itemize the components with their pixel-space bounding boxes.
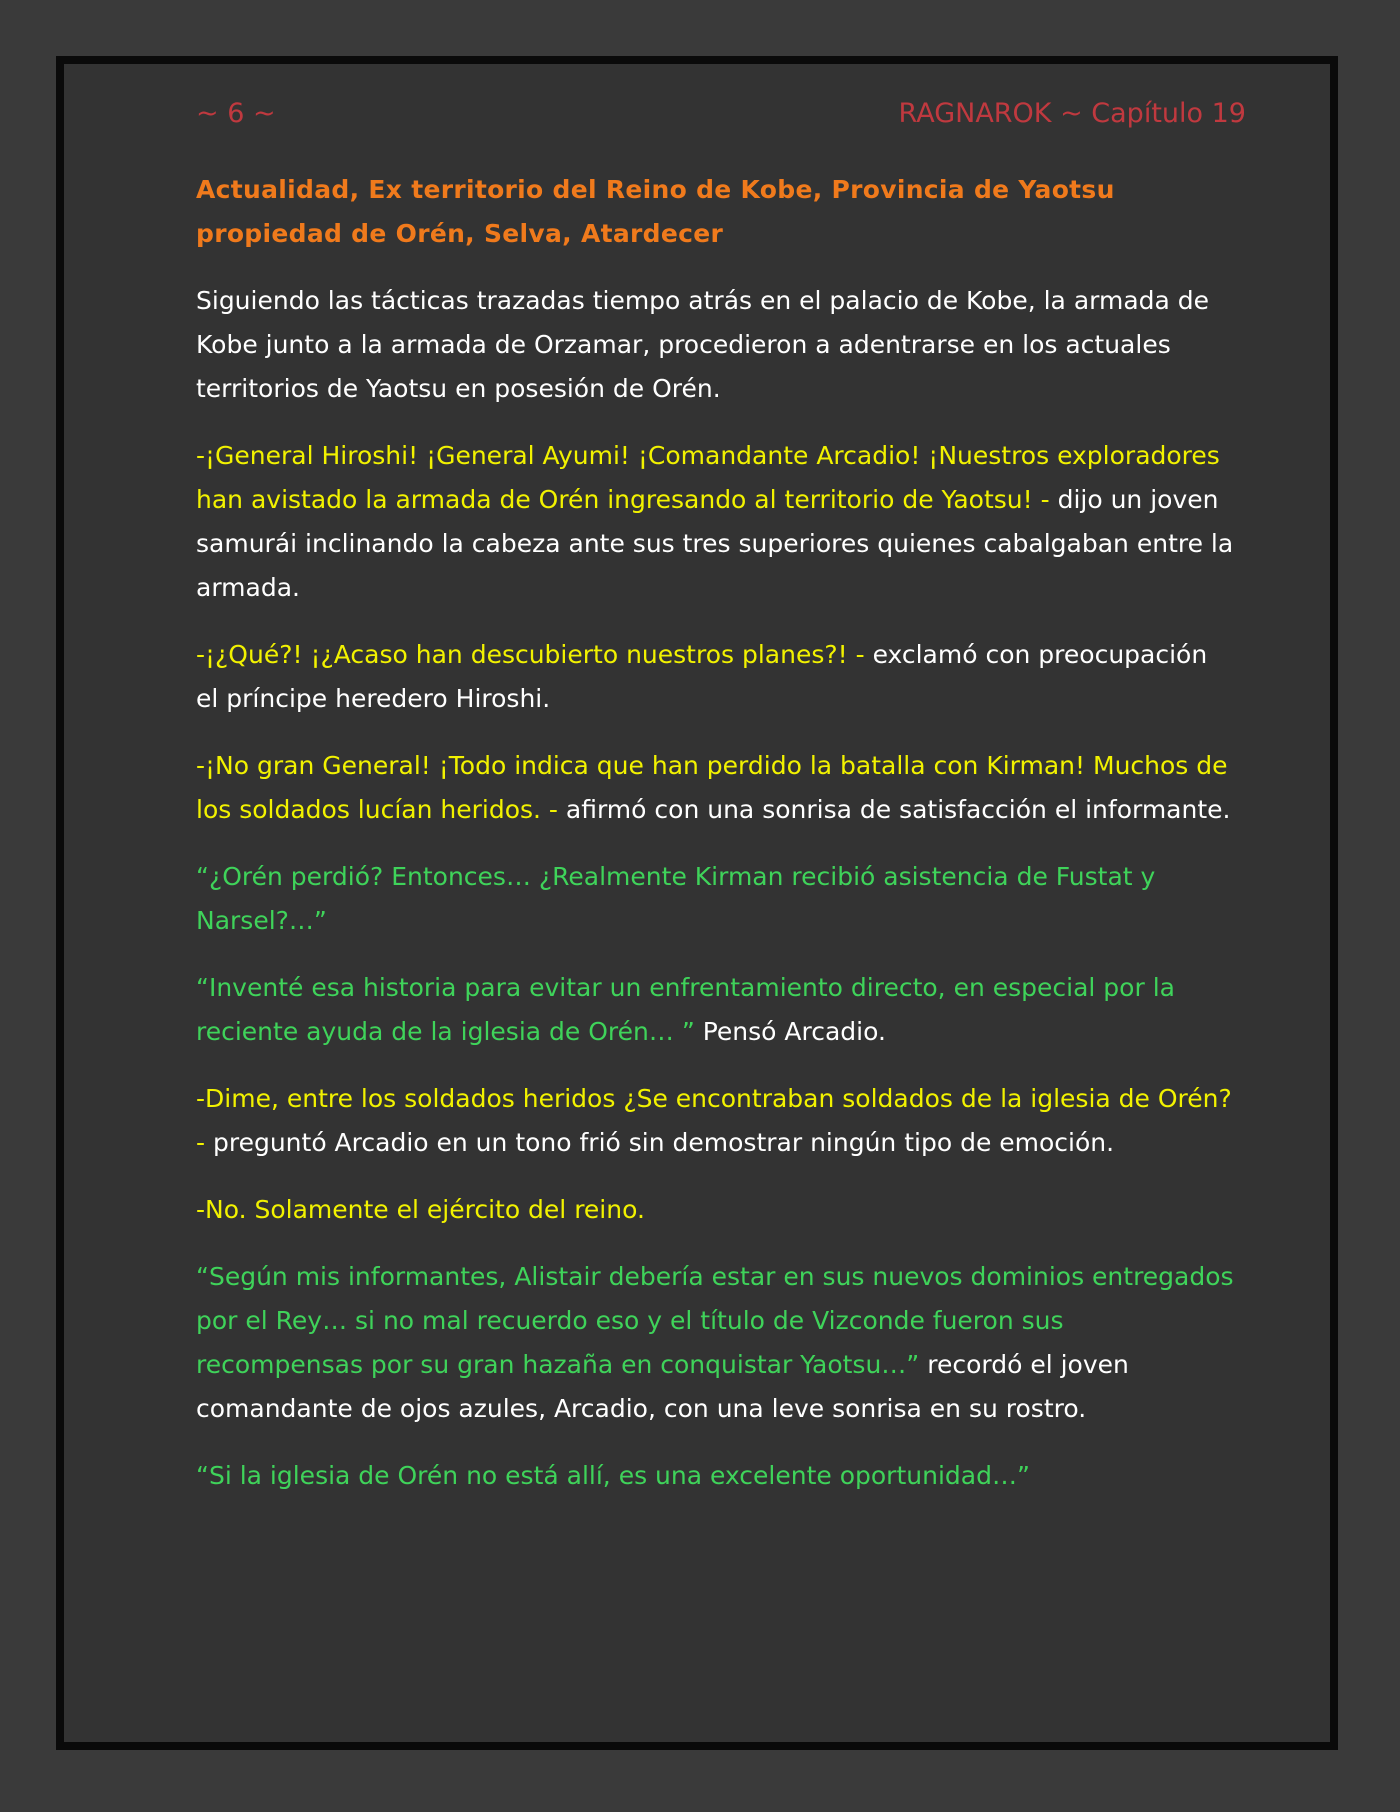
paragraph-8: [196, 1188, 1236, 1232]
narration-text: dijo un joven samurái inclinando la cabeza ante sus tres superiores quienes cabalgaban entre la armada.: [196, 485, 1234, 602]
scene-heading: Actualidad, Ex territorio del Reino de Kobe, Provincia de Yaotsu propiedad de Orén, Selva, Atardecer: [196, 175, 1115, 248]
dialogue-text: -¡¿Qué?! ¡¿Acaso han descubierto nuestros planes?! -: [196, 640, 865, 669]
narration-text: exclamó con preocupación el príncipe heredero Hiroshi.: [196, 640, 1208, 713]
paragraph-6: [196, 966, 1236, 1054]
page-header: [196, 94, 1246, 134]
narration-text: Pensó Arcadio.: [694, 1017, 886, 1046]
thought-text: “Si la iglesia de Orén no está allí, es una excelente oportunidad…”: [196, 1461, 1030, 1490]
page-frame: [56, 56, 1338, 1750]
document-body: [196, 168, 1236, 1521]
paragraph-3: [196, 633, 1236, 721]
running-title: RAGNAROK ~ Capítulo 19: [898, 98, 1246, 129]
paragraph-4: [196, 744, 1236, 832]
narration-text: Siguiendo las tácticas trazadas tiempo atrás en el palacio de Kobe, la armada de Kobe junto a la armada de Orzamar, procedieron a adentrarse en los actuales territorios de Yaotsu en posesión de Orén.: [196, 286, 1210, 403]
narration-text: preguntó Arcadio en un tono frió sin demostrar ningún tipo de emoción.: [205, 1128, 1115, 1157]
paragraph-7: [196, 1077, 1236, 1165]
page-number: ~ 6 ~: [196, 98, 276, 129]
narration-text: afirmó con una sonrisa de satisfacción el informante.: [557, 795, 1231, 824]
paragraph-2: [196, 434, 1236, 610]
dialogue-text: -Dime, entre los soldados heridos ¿Se encontraban soldados de la iglesia de Orén? -: [196, 1084, 1232, 1157]
thought-text: “Inventé esa historia para evitar un enfrentamiento directo, en especial por la reciente ayuda de la iglesia de Orén… ”: [196, 973, 1175, 1046]
paragraph-9: [196, 1255, 1236, 1431]
narration-text: recordó el joven comandante de ojos azules, Arcadio, con una leve sonrisa en su rostro.: [196, 1350, 1129, 1423]
dialogue-text: -No. Solamente el ejército del reino.: [196, 1195, 645, 1224]
dialogue-text: -¡General Hiroshi! ¡General Ayumi! ¡Comandante Arcadio! ¡Nuestros exploradores han avistado la armada de Orén ingresando al territorio de Yaotsu! -: [196, 441, 1220, 514]
thought-text: “Según mis informantes, Alistair debería estar en sus nuevos dominios entregados por el Rey… si no mal recuerdo eso y el título de Vizconde fueron sus recompensas por su gran hazaña en conquistar Yaotsu…”: [196, 1262, 1234, 1379]
paragraph-1: [196, 279, 1236, 411]
paragraph-10: [196, 1454, 1236, 1498]
paragraph-5: [196, 855, 1236, 943]
thought-text: “¿Orén perdió? Entonces… ¿Realmente Kirman recibió asistencia de Fustat y Narsel?…”: [196, 862, 1156, 935]
dialogue-text: -¡No gran General! ¡Todo indica que han perdido la batalla con Kirman! Muchos de los soldados lucían heridos. -: [196, 751, 1228, 824]
